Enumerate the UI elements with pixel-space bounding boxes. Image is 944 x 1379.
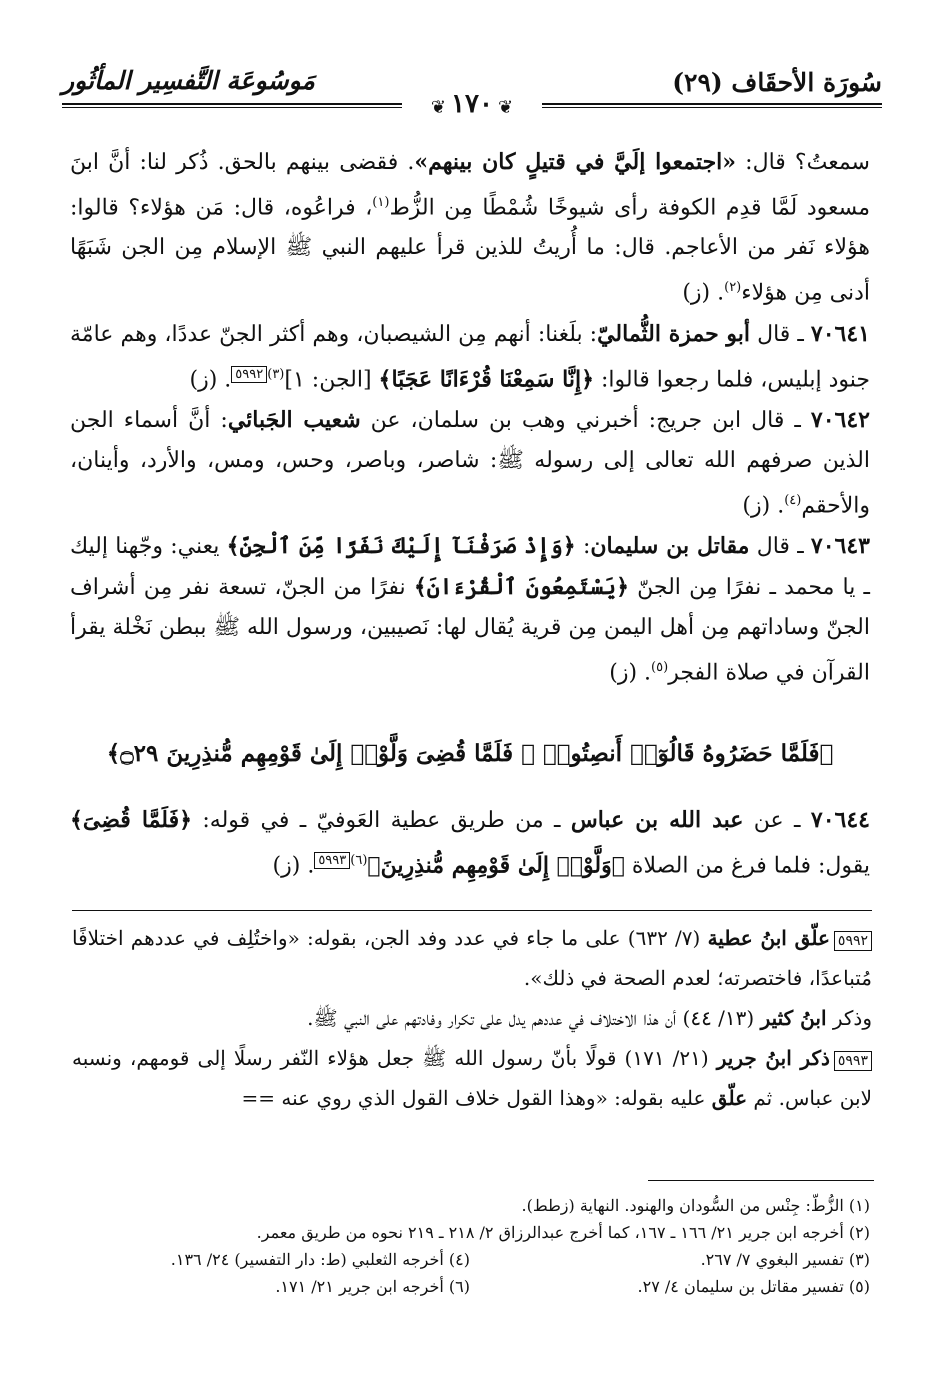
text-run: . (ز) [742, 493, 785, 519]
narrator-name: ابنُ كثير [760, 1006, 827, 1030]
narration-paragraph [70, 314, 870, 400]
text-run: . (ز) [272, 853, 315, 879]
text-run: ـ من طريق عطية العَوفيّ ـ في قوله: [191, 808, 571, 833]
text-run: ، فراعُوه، قال: مَن هؤلاء؟ قالوا: هؤلاء نَفر من الأعاجم. قال: ما أُريتُ للذين قرأ عليهم النبي ﷺ الإسلام مِن الجن شَبَهًا أدنى مِن هؤلاء [70, 195, 870, 306]
text-run: . (ز) [189, 366, 232, 392]
commentary-separator [72, 910, 872, 911]
quran-verse: ﴿فَلَمَّا حَضَرُوهُ قَالُوٓا۟ أَنصِتُوا۟ ۖ فَلَمَّا قُضِىَ وَلَّوْا۟ إِلَىٰ قَوْمِهِم مُّنذِرِينَ ۝٢٩﴾ [106, 740, 834, 767]
narration-number: ٧٠٦٤٣ [810, 533, 870, 560]
footnotes [70, 1192, 870, 1300]
narration-number: ٧٠٦٤٢ [810, 406, 870, 433]
narrator-name: «اجتمعوا إلَيَّ في قتيلٍ كان بينهم» [414, 149, 737, 175]
quran-quote: ﴿إِنَّا سَمِعْنَا قُرْءَانًا عَجَبًا﴾ [378, 365, 594, 392]
text-run: (١٣/ ٤٤) أن هذا الاختلاف في عددهم يدل على تكرار وفادتهم على النبي ﷺ. [307, 1006, 761, 1030]
narration-number: ٧٠٦٤٤ [810, 807, 870, 833]
narrator-name: علّق [711, 1086, 748, 1110]
narrator-name: شعيب الجَبائي [227, 406, 361, 433]
text-run: نفرًا من الجنّ، تسعة نفر مِن أشراف الجنّ وساداتهم مِن أهل اليمن مِن قرية يُقال لها: نَصيبين، ورسول الله ﷺ ببطن نَخْلة يقرأ القرآن في صلاة الفجر [70, 575, 870, 686]
footnote-4: (٤) أخرجه الثعلبي (ط: دار التفسير) ٢٤/ ١٣٦. [170, 1250, 470, 1269]
quran-quote: ﴿يَسْتَمِعُونَ ٱلْقُرْءَانَ﴾ [413, 574, 629, 601]
commentary-notes [72, 918, 872, 1118]
commentary-note [72, 918, 872, 998]
text-run: . (ز) [609, 660, 652, 686]
footnote-6: (٦) أخرجه ابن جرير ٢١/ ١٧١. [275, 1277, 470, 1296]
footnote-marker: (٤) [784, 492, 802, 508]
narrator-name: مقاتل بن سليمان [590, 533, 750, 560]
text-run: ـ قال [750, 321, 811, 347]
text-run: : [575, 534, 591, 560]
ornament-icon: ❦ [430, 97, 446, 118]
footnote-marker: (١) [372, 195, 390, 210]
page-number-box [402, 88, 542, 120]
footnote-marker: (٦) [350, 853, 368, 868]
footnote-1: (١) الزُّطّ: جِنْس من السُّودان والهنود. النهاية (زطط). [521, 1196, 870, 1215]
narrator-name: ذكر ابنُ جرير [716, 1046, 830, 1070]
footnote-row [70, 1273, 870, 1300]
narration-number: ٧٠٦٤١ [810, 320, 870, 347]
text-run: ـ قال ابن جريج: أخبرني وهب بن سلمان، عن [360, 407, 811, 433]
text-run: وذكر [826, 1006, 872, 1030]
ornament-icon: ❦ [498, 97, 514, 118]
main-text [70, 142, 870, 694]
commentary-note [72, 1038, 872, 1118]
commentary-reference: ٥٩٩٣ [314, 852, 350, 869]
text-run: : أنَّ أسماء الجن الذين صرفهم الله تعالى إلى رسوله ﷺ: شاصر، وباصر، وحس، ومس، والأرد، وأينان، والأحقم [70, 407, 870, 519]
quran-quote: ﴿وَلَّوْا۟ إِلَىٰ قَوْمِهِم مُّنذِرِينَ﴾ [367, 852, 625, 879]
text-run: (٧/ ٦٣٢) على ما جاء في عدد وفد الجن، بقوله: «واختُلِف في عددهم اختلافًا مُتباعدًا، فاختصرته؛ لعدم الصحة في ذلك». [72, 926, 872, 990]
narrator-name: أبو حمزة الثُّماليّ [597, 320, 751, 347]
narration-paragraph [70, 142, 870, 314]
footnote-rule [648, 1180, 874, 1181]
narration-paragraph [70, 526, 870, 693]
quran-quote: ﴿فَلَمَّا قُضِىَ﴾ [70, 807, 192, 833]
commentary-reference: ٥٩٩٢ [231, 366, 267, 383]
text-run: [الجن: ١] [284, 366, 379, 392]
footnote-row [70, 1246, 870, 1273]
page-number: ١٧٠ [451, 89, 493, 119]
text-run: ـ قال [749, 534, 811, 560]
narrator-name: علّق ابنُ عطية [707, 926, 830, 950]
narration-paragraph [70, 800, 870, 886]
note-reference: ٥٩٩٣ [834, 1051, 872, 1071]
book-title: مَوسُوعَة التَّفسِير المأثُور [62, 66, 315, 95]
text-run: (٢١/ ١٧١) قولًا بأنّ رسول الله ﷺ جعل هؤلاء النّفر رسلًا إلى قومهم، ونسبه لابن عباس. ثم [72, 1046, 872, 1110]
text-run: عليه بقوله: «وهذا القول خلاف القول الذي روي عنه == [241, 1086, 712, 1110]
text-run: يقول: فلما فرغ من الصلاة [624, 853, 870, 879]
text-run: . (ز) [682, 280, 725, 306]
text-run: يعني: وجّهنا إليك ـ يا محمد ـ نفرًا مِن الجنّ [70, 534, 870, 601]
text-run: . فقضى بينهم بالحق. ذُكر لنا: أنَّ ابنَ مسعود لَمَّا قدِم الكوفة رأى شيوخًا شُمْطًا مِن الزُّط [70, 150, 870, 221]
footnote-marker: (٣) [267, 366, 285, 382]
note-reference: ٥٩٩٢ [834, 931, 872, 951]
narrator-name: عبد الله بن عباس [570, 807, 744, 833]
surah-title: سُورَة الأحقَاف (٢٩) [672, 68, 882, 97]
footnote-marker: (٢) [724, 280, 742, 296]
main-text-after-verse [70, 800, 870, 886]
text-run: سمعتُ؟ قال: [736, 150, 870, 175]
footnote-3: (٣) تفسير البغوي ٧/ ٢٦٧. [700, 1250, 870, 1269]
commentary-note [72, 998, 872, 1038]
footnote-5: (٥) تفسير مقاتل بن سليمان ٤/ ٢٧. [637, 1277, 870, 1296]
quran-quote: ﴿وَإِذْ صَرَفْنَآ إِلَيْكَ نَفَرًا مِّنَ ٱلْجِنِّ﴾ [226, 533, 576, 560]
running-header [62, 58, 882, 128]
narration-paragraph [70, 400, 870, 526]
footnote-2: (٢) أخرجه ابن جرير ٢١/ ١٦٦ ـ ١٦٧، كما أخرج عبدالرزاق ٢/ ٢١٨ ـ ٢١٩ نحوه من طريق معمر. [256, 1223, 870, 1242]
text-run: ـ عن [743, 808, 811, 833]
text-run: : بلَغنا: أنهم مِن الشيصبان، وهم أكثر الجنّ عددًا، وهم عامّة جنود إبليس، فلما رجعوا قالوا: [70, 321, 870, 392]
footnote-marker: (٥) [651, 660, 669, 676]
